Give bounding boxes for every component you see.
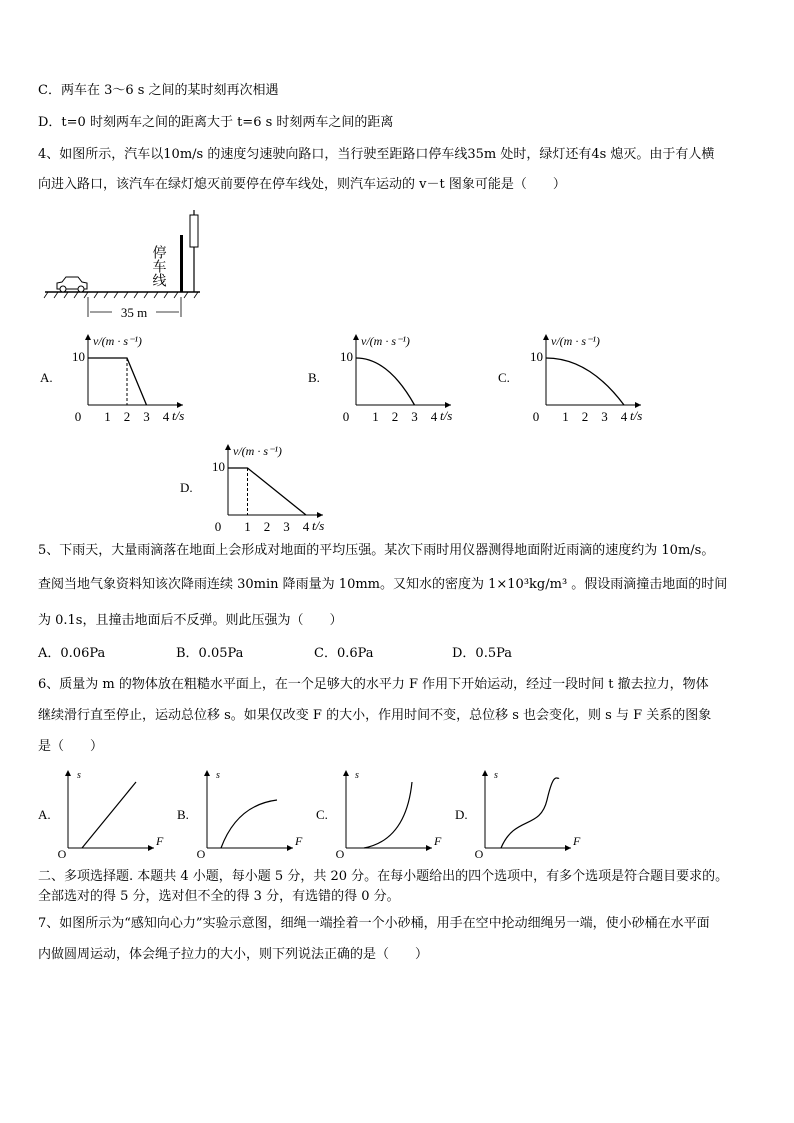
y-tick-label: 10 [212,459,225,474]
q5-option-b: B．0.05Pa [176,646,244,661]
sf-graph-A [38,770,164,860]
x-axis-label: t/s [312,518,325,533]
y-tick-label: 10 [340,349,353,364]
option-label: A. [38,807,51,822]
distance-label: 35 m [120,305,148,320]
option-label: D. [455,807,468,822]
x-arrow-icon [565,845,571,851]
option-c-text: C．两车在 3～6 s 之间的某时刻再次相遇 [38,83,279,98]
vt-curve [356,358,415,405]
x-tick-label: 1 [244,519,251,534]
origin-label: O [474,847,484,860]
car-icon [57,277,87,292]
q7-line-1: 7、如图所示为“感知向心力”实验示意图，细绳一端拴着一个小砂桶，用手在空中抡动细绳另一端，使小砂桶在水平面 [38,916,710,931]
section2-line-1: 二、多项选择题. 本题共 4 小题，每小题 5 分，共 20 分。在每小题给出的四个选项中，有多个选项是符合题目要求的。 [38,869,729,884]
y-axis-label: v/(m · s⁻¹) [361,334,410,348]
y-axis-label: s [355,770,359,781]
sf-graphs [30,760,630,860]
sf-curve [221,800,277,848]
x-tick-label: 3 [411,409,418,424]
q5-line-1: 5、下雨天，大量雨滴落在地面上会形成对地面的平均压强。某次下雨时用仪器测得地面附近雨滴的速度约为 10m/s。 [38,543,715,558]
sf-curve [501,778,559,848]
x-axis-label: t/s [630,408,643,423]
vt-line [88,358,147,405]
y-arrow-icon [204,770,210,776]
x-tick-label: 4 [620,409,628,424]
y-arrow-icon [343,770,349,776]
x-tick-label: 0 [74,409,82,424]
y-arrow-icon [65,770,71,776]
x-arrow-icon [426,845,432,851]
x-tick-label: 2 [263,519,271,534]
sf-graph-C [316,770,442,860]
q5-line-2: 查阅当地气象资料知该次降雨连续 30min 降雨量为 10mm。又知水的密度为 1×10³kg/m³ 。假设雨滴撞击地面的时间 [38,577,728,592]
q4-line-1: 4、如图所示，汽车以10m/s 的速度匀速驶向路口，当行驶至距路口停车线35m 处时，绿灯还有4s 熄灭。由于有人横 [38,147,715,162]
y-axis-label: s [494,770,498,781]
x-tick-label: 3 [143,409,150,424]
q6-line-1: 6、质量为 m 的物体放在粗糙水平面上，在一个足够大的水平力 F 作用下开始运动，经过一段时间 t 撤去拉力，物体 [38,677,709,692]
x-tick-label: 4 [430,409,438,424]
x-tick-label: 4 [302,519,310,534]
sf-curve [82,782,136,848]
q6-line-2: 继续滑行直至停止，运动总位移 s。如果仅改变 F 的大小，作用时间不变，总位移 s 也会变化，则 s 与 F 关系的图象 [38,708,712,723]
origin-label: O [196,847,206,860]
vt-graph-C [498,334,642,424]
option-label: C. [498,370,510,385]
x-tick-label: 3 [283,519,290,534]
x-arrow-icon [287,845,293,851]
x-tick-label: 1 [372,409,379,424]
x-tick-label: 0 [342,409,350,424]
origin-label: O [335,847,345,860]
section2-line-2: 全部选对的得 5 分，选对但不全的得 3 分，有选错的得 0 分。 [38,889,400,904]
x-axis-label: t/s [440,408,453,423]
x-axis-label: F [156,834,164,848]
option-label: A. [40,370,53,385]
vt-curve [546,358,624,405]
x-tick-label: 4 [162,409,170,424]
q4-line-2: 向进入路口，该汽车在绿灯熄灭前要停在停车线处，则汽车运动的 v－t 图象可能是（ ） [38,177,566,192]
x-axis-label: F [434,834,442,848]
y-arrow-icon [482,770,488,776]
y-tick-label: 10 [530,349,543,364]
x-tick-label: 1 [562,409,569,424]
y-arrow-icon [353,334,359,340]
x-tick-label: 3 [601,409,608,424]
x-tick-label: 0 [214,519,222,534]
y-axis-label: s [216,770,220,781]
option-label: B. [308,370,320,385]
y-axis-label: s [77,770,81,781]
q5-line-3: 为 0.1s，且撞击地面后不反弹。则此压强为（ ） [38,613,343,628]
x-tick-label: 2 [123,409,131,424]
x-arrow-icon [148,845,154,851]
y-tick-label: 10 [72,349,85,364]
vt-graphs [30,330,650,535]
x-axis-label: F [573,834,581,848]
option-label: D. [180,480,193,495]
y-arrow-icon [85,334,91,340]
y-axis-label: v/(m · s⁻¹) [233,444,282,458]
vt-graph-B [308,334,452,424]
q5-option-a: A．0.06Pa [38,646,106,661]
sf-graph-D [455,770,581,860]
q5-option-c: C．0.6Pa [314,646,374,661]
x-tick-label: 2 [581,409,589,424]
q7-line-2: 内做圆周运动，体会绳子拉力的大小，则下列说法正确的是（ ） [38,947,429,962]
x-tick-label: 1 [104,409,111,424]
x-tick-label: 0 [532,409,540,424]
y-axis-label: v/(m · s⁻¹) [551,334,600,348]
y-arrow-icon [543,334,549,340]
sf-graph-B [177,770,303,860]
road-stopline-figure [40,205,220,325]
vt-graph-A [40,334,184,424]
stop-line-label: 停车线 [150,245,166,287]
option-label: C. [316,807,328,822]
sf-curve [364,782,412,848]
x-axis-label: t/s [172,408,185,423]
option-d-text: D．t=0 时刻两车之间的距离大于 t=6 s 时刻两车之间的距离 [38,115,394,130]
y-arrow-icon [225,444,231,450]
option-label: B. [177,807,189,822]
vt-line [228,468,306,515]
x-axis-label: F [295,834,303,848]
y-axis-label: v/(m · s⁻¹) [93,334,142,348]
vt-graph-D [180,444,324,534]
x-tick-label: 2 [391,409,399,424]
origin-label: O [57,847,67,860]
q5-option-d: D．0.5Pa [452,646,513,661]
q6-line-3: 是（ ） [38,739,104,754]
